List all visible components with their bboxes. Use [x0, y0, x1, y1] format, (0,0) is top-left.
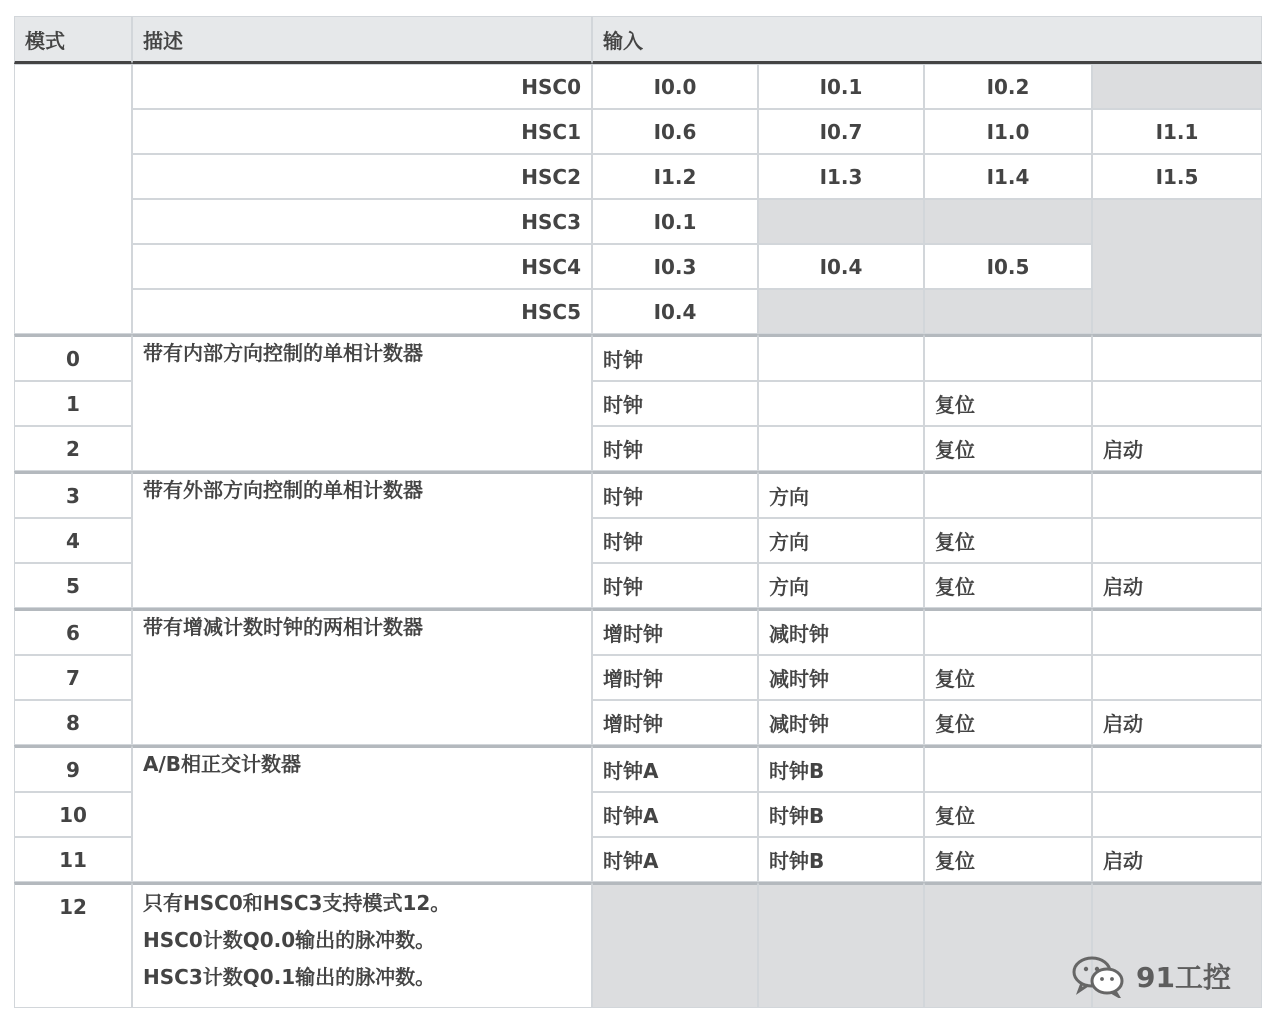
hsc-name: HSC4: [132, 244, 592, 289]
mode-number: 6: [14, 608, 132, 655]
mode-row: [14, 471, 1262, 518]
input-function: [758, 426, 924, 471]
hsc-input: I0.4: [758, 244, 924, 289]
hsc-input: I1.2: [592, 154, 758, 199]
input-function: 时钟A: [592, 745, 758, 792]
hsc-row: [14, 109, 1262, 154]
input-function: 时钟: [592, 381, 758, 426]
input-function: 时钟: [592, 518, 758, 563]
input-function: 复位: [924, 700, 1092, 745]
hsc-input: I0.5: [924, 244, 1092, 289]
input-function: [1092, 381, 1262, 426]
input-function: [924, 608, 1092, 655]
hsc-name: HSC3: [132, 199, 592, 244]
hsc-input: I0.7: [758, 109, 924, 154]
input-function: 减时钟: [758, 700, 924, 745]
hsc-input: I0.4: [592, 289, 758, 334]
input-function: [924, 745, 1092, 792]
input-function: 时钟: [592, 334, 758, 381]
hsc-name: HSC2: [132, 154, 592, 199]
input-unused: [592, 882, 758, 1008]
hsc-name: HSC1: [132, 109, 592, 154]
input-function: 时钟B: [758, 837, 924, 882]
hsc-input-unused: [1092, 64, 1262, 109]
mode-row: [14, 334, 1262, 381]
hsc-row: [14, 289, 1262, 334]
header-mode: 模式: [14, 16, 132, 64]
wechat-icon: [1070, 954, 1126, 998]
input-function: 减时钟: [758, 608, 924, 655]
input-function: 时钟A: [592, 792, 758, 837]
hsc-row: [14, 244, 1262, 289]
input-function: [1092, 792, 1262, 837]
input-function: [1092, 471, 1262, 518]
header-row: [14, 16, 1262, 64]
mode-number: 12: [14, 882, 132, 1008]
hsc-row: [14, 199, 1262, 244]
watermark-text: 91工控: [1136, 961, 1231, 994]
input-function: [1092, 334, 1262, 381]
hsc-input: I0.1: [592, 199, 758, 244]
input-function: 时钟B: [758, 745, 924, 792]
header-description: 描述: [132, 16, 592, 64]
mode-description: 带有内部方向控制的单相计数器: [132, 334, 592, 471]
mode-description: 带有外部方向控制的单相计数器: [132, 471, 592, 608]
header-inputs: 输入: [592, 16, 1262, 64]
input-function: 时钟B: [758, 792, 924, 837]
mode-number: 10: [14, 792, 132, 837]
mode-number: 9: [14, 745, 132, 792]
input-function: 方向: [758, 563, 924, 608]
input-function: [1092, 655, 1262, 700]
mode-number: 4: [14, 518, 132, 563]
hsc-input: I1.1: [1092, 109, 1262, 154]
hsc-input: I1.3: [758, 154, 924, 199]
hsc-input-unused: [924, 289, 1092, 334]
hsc-input: I0.2: [924, 64, 1092, 109]
input-function: 方向: [758, 471, 924, 518]
mode-row: [14, 745, 1262, 792]
mode-number: 7: [14, 655, 132, 700]
hsc-input-unused: [758, 199, 924, 244]
input-function: 启动: [1092, 426, 1262, 471]
hsc-input-unused: [758, 289, 924, 334]
input-function: 启动: [1092, 700, 1262, 745]
hsc-mode-blank: [14, 64, 132, 334]
hsc-input: I0.3: [592, 244, 758, 289]
input-function: 复位: [924, 837, 1092, 882]
input-unused: [758, 882, 924, 1008]
hsc-input-unused: [924, 199, 1092, 244]
mode-row: [14, 608, 1262, 655]
mode12-line: HSC3计数Q0.1输出的脉冲数。: [143, 965, 436, 989]
input-function: 复位: [924, 426, 1092, 471]
input-function: [758, 334, 924, 381]
input-function: 启动: [1092, 837, 1262, 882]
input-function: 时钟A: [592, 837, 758, 882]
hsc-input: I1.5: [1092, 154, 1262, 199]
watermark: [1070, 952, 1231, 1000]
input-function: [1092, 608, 1262, 655]
mode-description: A/B相正交计数器: [132, 745, 592, 882]
mode-number: 5: [14, 563, 132, 608]
mode-number: 2: [14, 426, 132, 471]
input-function: 增时钟: [592, 700, 758, 745]
input-function: [1092, 518, 1262, 563]
input-function: [924, 471, 1092, 518]
mode-description: [132, 882, 592, 1008]
input-function: 增时钟: [592, 655, 758, 700]
hsc-input-unused: [1092, 199, 1262, 334]
mode-description: 带有增减计数时钟的两相计数器: [132, 608, 592, 745]
input-unused: [924, 882, 1092, 1008]
input-function: 减时钟: [758, 655, 924, 700]
input-function: [924, 334, 1092, 381]
input-function: [1092, 745, 1262, 792]
input-function: 复位: [924, 792, 1092, 837]
hsc-input: I0.1: [758, 64, 924, 109]
input-function: 方向: [758, 518, 924, 563]
input-function: 时钟: [592, 563, 758, 608]
hsc-input: I0.0: [592, 64, 758, 109]
hsc-row: [14, 64, 1262, 109]
hsc-input: I1.4: [924, 154, 1092, 199]
mode-number: 8: [14, 700, 132, 745]
input-function: 复位: [924, 381, 1092, 426]
mode-number: 1: [14, 381, 132, 426]
input-function: 启动: [1092, 563, 1262, 608]
mode12-line: 只有HSC0和HSC3支持模式12。: [143, 891, 451, 915]
hsc-input: I0.6: [592, 109, 758, 154]
input-function: 复位: [924, 518, 1092, 563]
input-function: 复位: [924, 563, 1092, 608]
hsc-input: I1.0: [924, 109, 1092, 154]
hsc-name: HSC5: [132, 289, 592, 334]
input-function: 时钟: [592, 426, 758, 471]
mode12-line: HSC0计数Q0.0输出的脉冲数。: [143, 928, 436, 952]
mode-number: 0: [14, 334, 132, 381]
input-function: [758, 381, 924, 426]
hsc-name: HSC0: [132, 64, 592, 109]
input-function: 时钟: [592, 471, 758, 518]
mode-number: 3: [14, 471, 132, 518]
input-function: 增时钟: [592, 608, 758, 655]
input-function: 复位: [924, 655, 1092, 700]
mode-number: 11: [14, 837, 132, 882]
hsc-row: [14, 154, 1262, 199]
hsc-mode-table: [14, 16, 1262, 1008]
